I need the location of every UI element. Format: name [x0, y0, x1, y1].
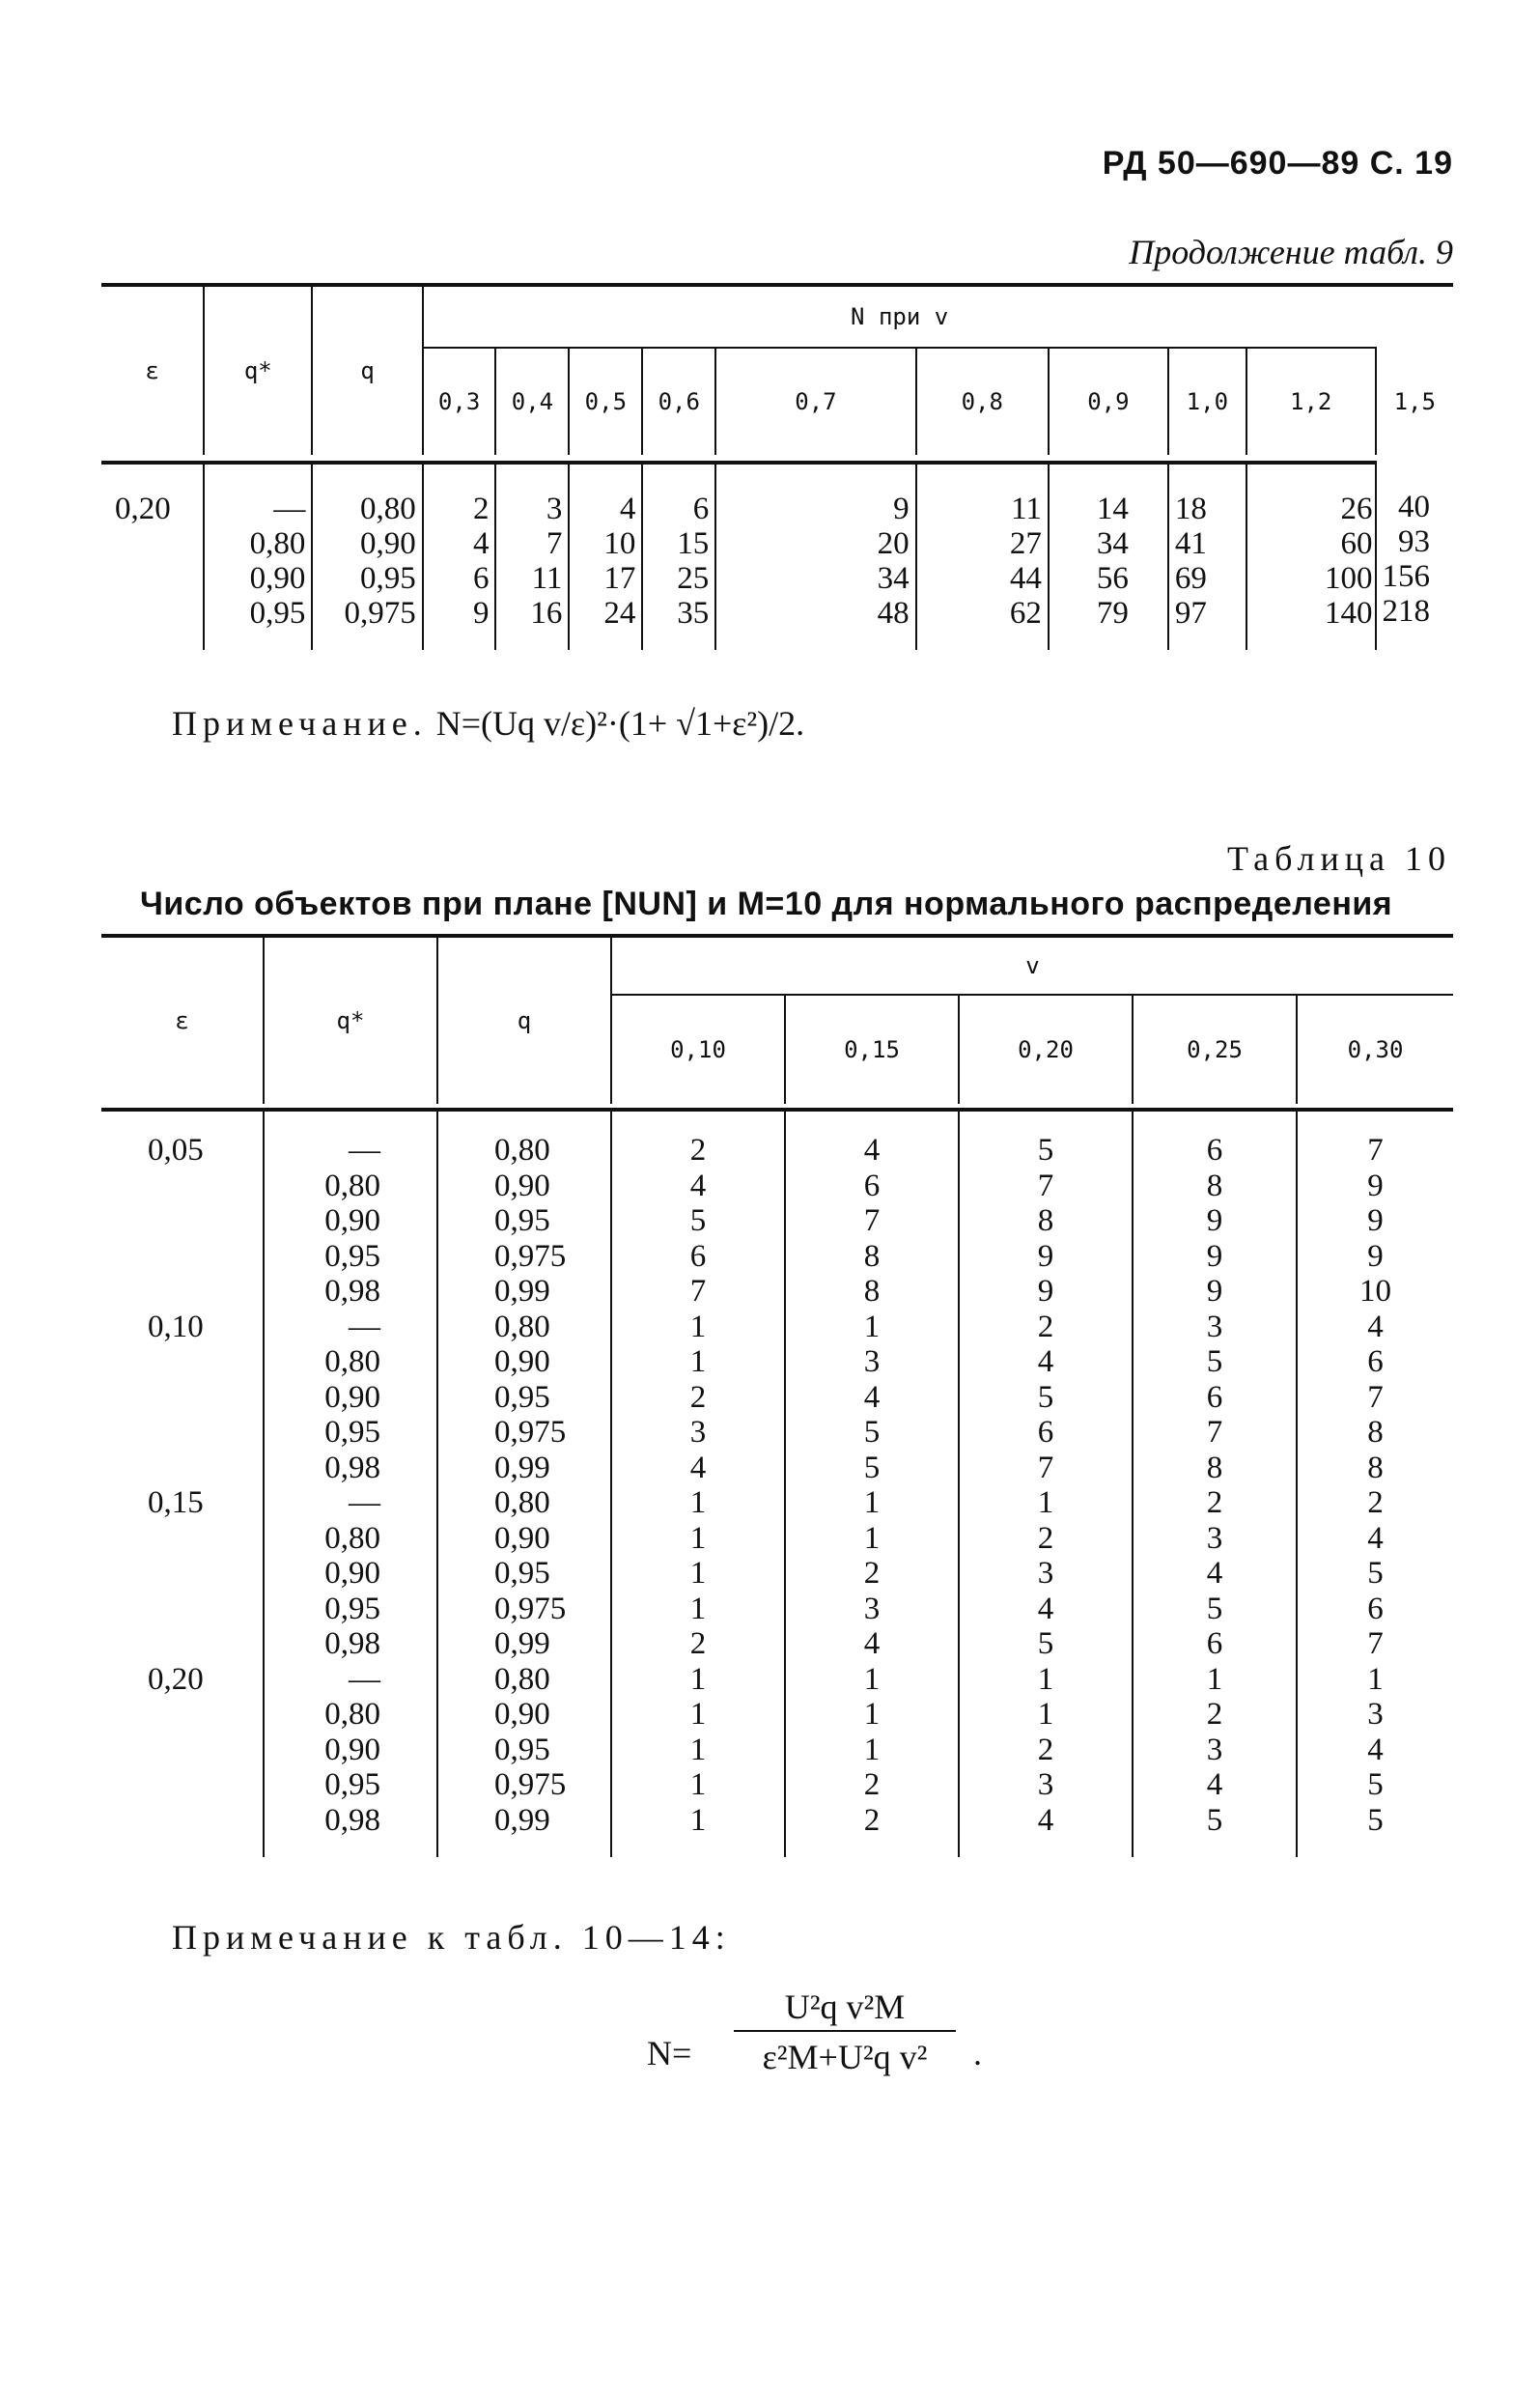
- v-header: 0,9: [1049, 348, 1168, 455]
- cell-value: 0,95: [494, 1556, 550, 1591]
- cell-value: 9: [1037, 1274, 1054, 1309]
- v-column-025: [1133, 1110, 1297, 1857]
- cell-value: 0,80: [249, 526, 306, 561]
- cell-value: 1: [689, 1591, 707, 1626]
- spacer: [148, 1169, 263, 1204]
- cell-value: 5: [1037, 1133, 1054, 1168]
- cell-value: 4: [863, 1133, 881, 1168]
- cell-value: 2: [689, 1379, 707, 1415]
- cell-value: 1: [863, 1697, 881, 1732]
- v-header: 0,3: [423, 348, 496, 455]
- cell-value: 0,95: [494, 1732, 550, 1767]
- cell-value: 2: [689, 1133, 707, 1168]
- v-header: 1,2: [1246, 348, 1376, 455]
- cell-value: 0,80: [494, 1309, 550, 1344]
- cell-value: 1: [863, 1661, 881, 1697]
- eps-value: 0,10: [148, 1309, 204, 1344]
- spacer: [148, 1521, 263, 1557]
- cell-value: 2: [689, 1626, 707, 1661]
- cell-value: 6: [692, 492, 710, 526]
- cell-value: 1: [689, 1556, 707, 1591]
- cell-value: 2: [863, 1767, 881, 1802]
- cell-value: 6: [1206, 1379, 1223, 1415]
- cell-value: 8: [1037, 1203, 1054, 1238]
- cell-value: 35: [677, 596, 710, 631]
- n-cell-v09: [1049, 463, 1168, 650]
- cell-value: 0,99: [494, 1802, 550, 1838]
- cell-value: 8: [1367, 1415, 1384, 1450]
- cell-value: 56: [1096, 561, 1129, 596]
- cell-value: 5: [863, 1415, 881, 1450]
- cell-value: 4: [689, 1450, 707, 1485]
- cell-value: 0,95: [324, 1767, 380, 1802]
- cell-value: 0,98: [324, 1802, 380, 1838]
- cell-value: 9: [1206, 1274, 1223, 1309]
- cell-value: 0,99: [494, 1274, 550, 1309]
- cell-value: 2: [472, 492, 490, 526]
- cell-value: 2: [1037, 1732, 1054, 1767]
- cell-value: 34: [1096, 526, 1129, 561]
- cell-value: 1: [689, 1732, 707, 1767]
- cell-value: 3: [863, 1591, 881, 1626]
- cell-value: 97: [1174, 596, 1207, 631]
- cell-value: 1: [1367, 1661, 1384, 1697]
- formula-denominator: ε²M+U²q v²: [762, 2038, 928, 2076]
- cell-value: 20: [877, 526, 910, 561]
- cell-value: 4: [472, 526, 490, 561]
- cell-value: 0,90: [324, 1556, 380, 1591]
- col-header-qstar: q*: [264, 936, 437, 1104]
- cell-value: 7: [689, 1274, 707, 1309]
- cell-value: 3: [1206, 1309, 1223, 1344]
- cell-value: 0,99: [494, 1626, 550, 1661]
- cell-value: 0,80: [494, 1485, 550, 1520]
- table-10-title: Число объектов при плане [NUN] и M=10 для нормального распределения: [140, 886, 1393, 922]
- cell-value: 41: [1174, 526, 1207, 561]
- cell-value: 7: [1206, 1415, 1223, 1450]
- cell-value: —: [349, 1309, 380, 1344]
- cell-value: 79: [1096, 596, 1129, 631]
- cell-value: 1: [689, 1520, 707, 1556]
- spacer: [148, 1451, 263, 1486]
- cell-value: 6: [1367, 1344, 1384, 1379]
- cell-value: 15: [677, 526, 710, 561]
- cell-value: 0,90: [249, 561, 306, 596]
- cell-value: 10: [603, 526, 636, 561]
- cell-value: 7: [863, 1203, 881, 1238]
- q-cell: [312, 463, 422, 650]
- cell-value: 2: [863, 1556, 881, 1591]
- cell-value: 0,98: [324, 1274, 380, 1309]
- eps-cell: 0,20: [115, 492, 171, 526]
- cell-value: 11: [1011, 492, 1042, 526]
- cell-value: 4: [863, 1626, 881, 1661]
- cell-value: 4: [619, 492, 636, 526]
- page-header: РД 50—690—89 С. 19: [1102, 145, 1453, 182]
- cell-value: 1: [1037, 1485, 1054, 1520]
- spacer: [148, 1556, 263, 1592]
- cell-value: 1: [689, 1802, 707, 1838]
- v-column-015: [785, 1110, 959, 1857]
- cell-value: 9: [1206, 1238, 1223, 1274]
- cell-value: 8: [863, 1274, 881, 1309]
- cell-value: 0,90: [324, 1203, 380, 1238]
- cell-value: 1: [689, 1309, 707, 1344]
- spacer: [148, 1344, 263, 1380]
- cell-value: 0,95: [324, 1591, 380, 1626]
- cell-value: 3: [689, 1415, 707, 1450]
- cell-value: 5: [1206, 1591, 1223, 1626]
- cell-value: 8: [1206, 1168, 1223, 1203]
- cell-value: 4: [1367, 1520, 1384, 1556]
- formula-numerator: U²q v²M: [734, 1980, 956, 2032]
- cell-value: 4: [1367, 1732, 1384, 1767]
- cell-value: 0,98: [324, 1626, 380, 1661]
- cell-value: 4: [1206, 1767, 1223, 1802]
- cell-value: 1: [1037, 1697, 1054, 1732]
- col-header-qstar: q*: [204, 285, 312, 455]
- eps-column: [101, 1110, 264, 1857]
- cell-value: 1: [863, 1485, 881, 1520]
- v-header: 0,5: [569, 348, 642, 455]
- cell-value: 0,95: [324, 1415, 380, 1450]
- cell-value: 0,80: [324, 1697, 380, 1732]
- cell-value: 1: [863, 1520, 881, 1556]
- cell-value: 4: [1367, 1309, 1384, 1344]
- cell-value: 5: [1367, 1802, 1384, 1838]
- cell-value: 2: [1206, 1697, 1223, 1732]
- col-header-v-group: v: [611, 936, 1453, 995]
- cell-value: 4: [1206, 1556, 1223, 1591]
- cell-value: 60: [1340, 526, 1373, 561]
- col-header-q: q: [312, 285, 422, 455]
- v-header: 0,25: [1133, 995, 1297, 1104]
- cell-value: 1: [863, 1732, 881, 1767]
- table-10: [101, 934, 1453, 1857]
- v-header: 0,30: [1297, 995, 1453, 1104]
- table-10-caption: Таблица 10: [1227, 839, 1451, 878]
- formula-lhs: N=: [647, 2034, 692, 2072]
- table-row: [101, 1110, 1453, 1857]
- cell-value: 0,975: [494, 1415, 567, 1450]
- cell-value: 9: [1367, 1238, 1384, 1274]
- cell-value: 5: [1206, 1344, 1223, 1379]
- cell-value: 26: [1340, 492, 1373, 526]
- cell-value: 0,98: [324, 1450, 380, 1485]
- cell-value: 7: [1037, 1450, 1054, 1485]
- cell-value: 1: [689, 1661, 707, 1697]
- cell-value: 18: [1174, 492, 1207, 526]
- cell-value: 0,90: [494, 1344, 550, 1379]
- cell-value: 7: [1367, 1379, 1384, 1415]
- cell-value: 0,80: [324, 1344, 380, 1379]
- cell-value: 44: [1009, 561, 1042, 596]
- cell-value: 9: [1367, 1203, 1384, 1238]
- cell-value: 7: [1037, 1168, 1054, 1203]
- v-header: 0,7: [715, 348, 915, 455]
- cell-value: 1: [689, 1767, 707, 1802]
- cell-value: 9: [1206, 1203, 1223, 1238]
- v-header: 0,4: [495, 348, 569, 455]
- spacer: [148, 1239, 263, 1275]
- spacer: [148, 1274, 263, 1310]
- cell-value: 0,975: [494, 1591, 567, 1626]
- cell-value: 9: [1367, 1168, 1384, 1203]
- cell-value: 11: [531, 561, 563, 596]
- cell-value: —: [349, 1661, 380, 1697]
- cell-value: 1: [1206, 1661, 1223, 1697]
- v-header: 1,0: [1168, 348, 1246, 455]
- cell-value: 5: [689, 1203, 707, 1238]
- cell-value: 8: [1206, 1450, 1223, 1485]
- cell-value: 25: [677, 561, 710, 596]
- v-column-020: [959, 1110, 1133, 1857]
- note-label: Примечание.: [172, 704, 428, 743]
- cell-value: 3: [863, 1344, 881, 1379]
- cell-value: 17: [603, 561, 636, 596]
- v-header: 0,10: [611, 995, 785, 1104]
- cell-value: 6: [472, 561, 490, 596]
- cell-value: 0,975: [344, 596, 416, 631]
- note-formula: N=(Uq v/ε)²·(1+ √1+ε²)/2.: [435, 704, 805, 743]
- cell-value: 0,95: [494, 1379, 550, 1415]
- cell-value: 3: [1206, 1520, 1223, 1556]
- n-cell-v06: [642, 463, 715, 650]
- cell-value: 218: [1382, 594, 1430, 629]
- cell-value: 1: [689, 1344, 707, 1379]
- spacer: [148, 1626, 263, 1662]
- cell-value: 5: [1037, 1379, 1054, 1415]
- cell-value: 6: [689, 1238, 707, 1274]
- spacer: [148, 1592, 263, 1627]
- spacer: [148, 1415, 263, 1451]
- v-header: 1,5: [1376, 348, 1454, 455]
- cell-value: 0,80: [324, 1168, 380, 1203]
- q-column: [437, 1110, 611, 1857]
- n-cell-v04: [495, 463, 569, 650]
- n-cell-v07: [715, 463, 915, 650]
- n-cell-v03: [423, 463, 496, 650]
- col-header-n-group: N при v: [423, 285, 1376, 348]
- cell-value: 3: [1037, 1767, 1054, 1802]
- cell-value: 6: [1206, 1133, 1223, 1168]
- cell-value: 3: [1367, 1697, 1384, 1732]
- cell-value: 7: [546, 526, 563, 561]
- cell-value: 2: [1037, 1520, 1054, 1556]
- cell-value: 0,90: [494, 1520, 550, 1556]
- cell-value: 0,95: [494, 1203, 550, 1238]
- cell-value: 4: [863, 1379, 881, 1415]
- n-cell-v12: [1246, 463, 1376, 650]
- v-header: 0,6: [642, 348, 715, 455]
- cell-value: 140: [1325, 596, 1373, 631]
- cell-value: 0,90: [324, 1732, 380, 1767]
- table-row: [101, 463, 1453, 650]
- cell-value: 0,80: [360, 492, 416, 526]
- cell-value: 0,95: [249, 596, 306, 631]
- v-header: 0,15: [785, 995, 959, 1104]
- cell-value: 6: [1037, 1415, 1054, 1450]
- col-header-eps: ε: [145, 357, 159, 384]
- v-header: 0,20: [959, 995, 1133, 1104]
- cell-value: 0,80: [494, 1661, 550, 1697]
- cell-value: 27: [1009, 526, 1042, 561]
- eps-value: 0,20: [148, 1661, 204, 1697]
- n-cell-v15: [1376, 463, 1454, 650]
- cell-value: 8: [863, 1238, 881, 1274]
- eps-value: 0,05: [148, 1133, 204, 1168]
- note-tables-10-14: [172, 1917, 731, 1958]
- n-cell-v05: [569, 463, 642, 650]
- cell-value: 5: [1206, 1802, 1223, 1838]
- cell-value: 1: [1037, 1661, 1054, 1697]
- eps-value: 0,15: [148, 1485, 204, 1520]
- cell-value: 34: [877, 561, 910, 596]
- cell-value: 6: [1206, 1626, 1223, 1661]
- cell-value: 14: [1096, 492, 1129, 526]
- cell-value: 3: [1206, 1732, 1223, 1767]
- cell-value: 5: [1037, 1626, 1054, 1661]
- cell-value: 62: [1009, 596, 1042, 631]
- v-header: 0,8: [916, 348, 1049, 455]
- cell-value: 4: [1037, 1344, 1054, 1379]
- cell-value: 4: [1037, 1802, 1054, 1838]
- formula-fraction: [734, 1980, 956, 2082]
- cell-value: 2: [1206, 1485, 1223, 1520]
- cell-value: —: [273, 492, 306, 526]
- cell-value: 0,975: [494, 1238, 567, 1274]
- qstar-cell: [204, 463, 312, 650]
- cell-value: 3: [1037, 1556, 1054, 1591]
- note-label: Примечание к табл. 10—14:: [172, 1918, 731, 1957]
- cell-value: 0,95: [324, 1238, 380, 1274]
- cell-value: 0,80: [324, 1520, 380, 1556]
- cell-value: 5: [1367, 1767, 1384, 1802]
- cell-value: 0,975: [494, 1767, 567, 1802]
- col-header-q: q: [437, 936, 611, 1104]
- cell-value: 0,90: [494, 1697, 550, 1732]
- table-continuation-label: Продолжение табл. 9: [1129, 233, 1453, 271]
- n-cell-v10: [1168, 463, 1246, 650]
- formula-end: .: [973, 2034, 982, 2072]
- cell-value: 7: [1367, 1626, 1384, 1661]
- cell-value: 0,80: [494, 1133, 550, 1168]
- note-table-9: [172, 703, 804, 744]
- qstar-column: [264, 1110, 437, 1857]
- col-header-eps: ε: [175, 1007, 189, 1034]
- cell-value: 0,90: [360, 526, 416, 561]
- cell-value: 93: [1398, 524, 1430, 559]
- cell-value: —: [349, 1485, 380, 1520]
- spacer: [148, 1203, 263, 1239]
- cell-value: 0,90: [494, 1168, 550, 1203]
- cell-value: 6: [1367, 1591, 1384, 1626]
- cell-value: 100: [1325, 561, 1373, 596]
- v-column-030: [1297, 1110, 1453, 1857]
- cell-value: 0,99: [494, 1450, 550, 1485]
- cell-value: 5: [863, 1450, 881, 1485]
- cell-value: 2: [1037, 1309, 1054, 1344]
- cell-value: 9: [893, 492, 910, 526]
- cell-value: 156: [1382, 559, 1430, 594]
- cell-value: 2: [1367, 1485, 1384, 1520]
- cell-value: 1: [689, 1697, 707, 1732]
- cell-value: 4: [689, 1168, 707, 1203]
- cell-value: 2: [863, 1802, 881, 1838]
- cell-value: 9: [472, 596, 490, 631]
- cell-value: 1: [689, 1485, 707, 1520]
- cell-value: 8: [1367, 1450, 1384, 1485]
- cell-value: 7: [1367, 1133, 1384, 1168]
- table-9-continuation: [101, 283, 1453, 650]
- cell-value: 5: [1367, 1556, 1384, 1591]
- n-cell-v08: [916, 463, 1049, 650]
- cell-value: 4: [1037, 1591, 1054, 1626]
- v-column-010: [611, 1110, 785, 1857]
- cell-value: 0,95: [360, 561, 416, 596]
- spacer: [148, 1380, 263, 1416]
- cell-value: 16: [530, 596, 563, 631]
- cell-value: 0,90: [324, 1379, 380, 1415]
- cell-value: —: [349, 1133, 380, 1168]
- cell-value: 3: [546, 492, 563, 526]
- cell-value: 1: [863, 1309, 881, 1344]
- cell-value: 48: [877, 596, 910, 631]
- cell-value: 69: [1174, 561, 1207, 596]
- cell-value: 10: [1359, 1274, 1391, 1309]
- cell-value: 6: [863, 1168, 881, 1203]
- cell-value: 9: [1037, 1238, 1054, 1274]
- cell-value: 40: [1398, 490, 1430, 524]
- cell-value: 24: [603, 596, 636, 631]
